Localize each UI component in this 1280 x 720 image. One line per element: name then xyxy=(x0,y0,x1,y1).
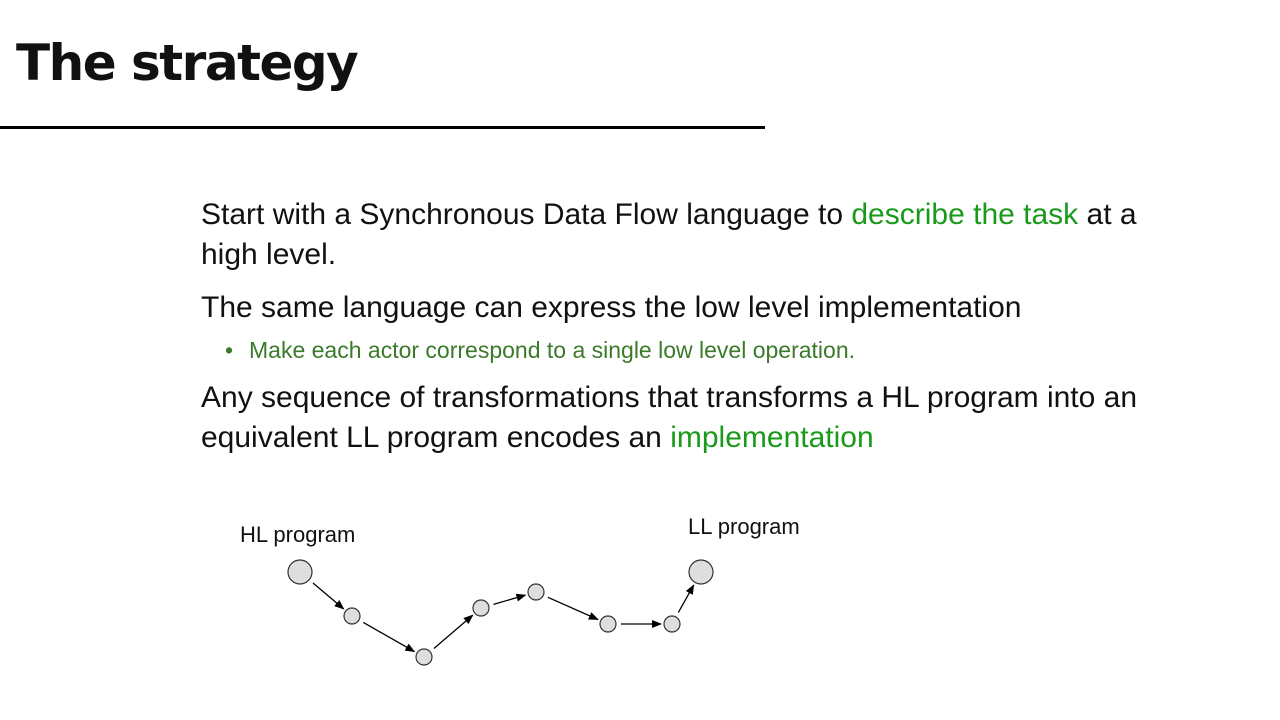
transformation-arrow-3 xyxy=(434,615,473,648)
ll-program-node xyxy=(689,560,713,584)
ll-program-label: LL program xyxy=(688,514,800,539)
transformation-arrow-5 xyxy=(548,597,598,619)
bullet-text: Make each actor correspond to a single low level operation. xyxy=(249,337,856,363)
program-node-n1 xyxy=(344,608,360,624)
program-node-n3 xyxy=(473,600,489,616)
bullet-dot-icon: • xyxy=(225,337,234,363)
paragraph-same-language: The same language can express the low level implementation xyxy=(201,291,1022,324)
describe-task-highlight: describe the task xyxy=(851,198,1079,231)
implementation-highlight: implementation xyxy=(670,421,874,454)
transformation-arrow-2 xyxy=(363,622,414,651)
hl-program-label: HL program xyxy=(240,522,356,547)
diagram-nodes xyxy=(288,560,713,665)
program-node-n2 xyxy=(416,649,432,665)
diagram-edges xyxy=(313,583,694,652)
paragraph-transformations-lead: Any sequence of transformations that transforms a HL program into an equivalent LL program encodes an xyxy=(201,381,1138,454)
program-node-n5 xyxy=(600,616,616,632)
program-node-n6 xyxy=(664,616,680,632)
paragraph-start-lead: Start with a Synchronous Data Flow language to xyxy=(201,198,852,231)
paragraph-start-tail: at a high level. xyxy=(201,198,1137,271)
transformation-arrow-1 xyxy=(313,583,344,609)
hl-program-node xyxy=(288,560,312,584)
transformation-arrow-7 xyxy=(678,585,693,613)
transformation-arrow-4 xyxy=(494,595,526,604)
slide-title: The strategy xyxy=(16,34,358,92)
program-node-n4 xyxy=(528,584,544,600)
